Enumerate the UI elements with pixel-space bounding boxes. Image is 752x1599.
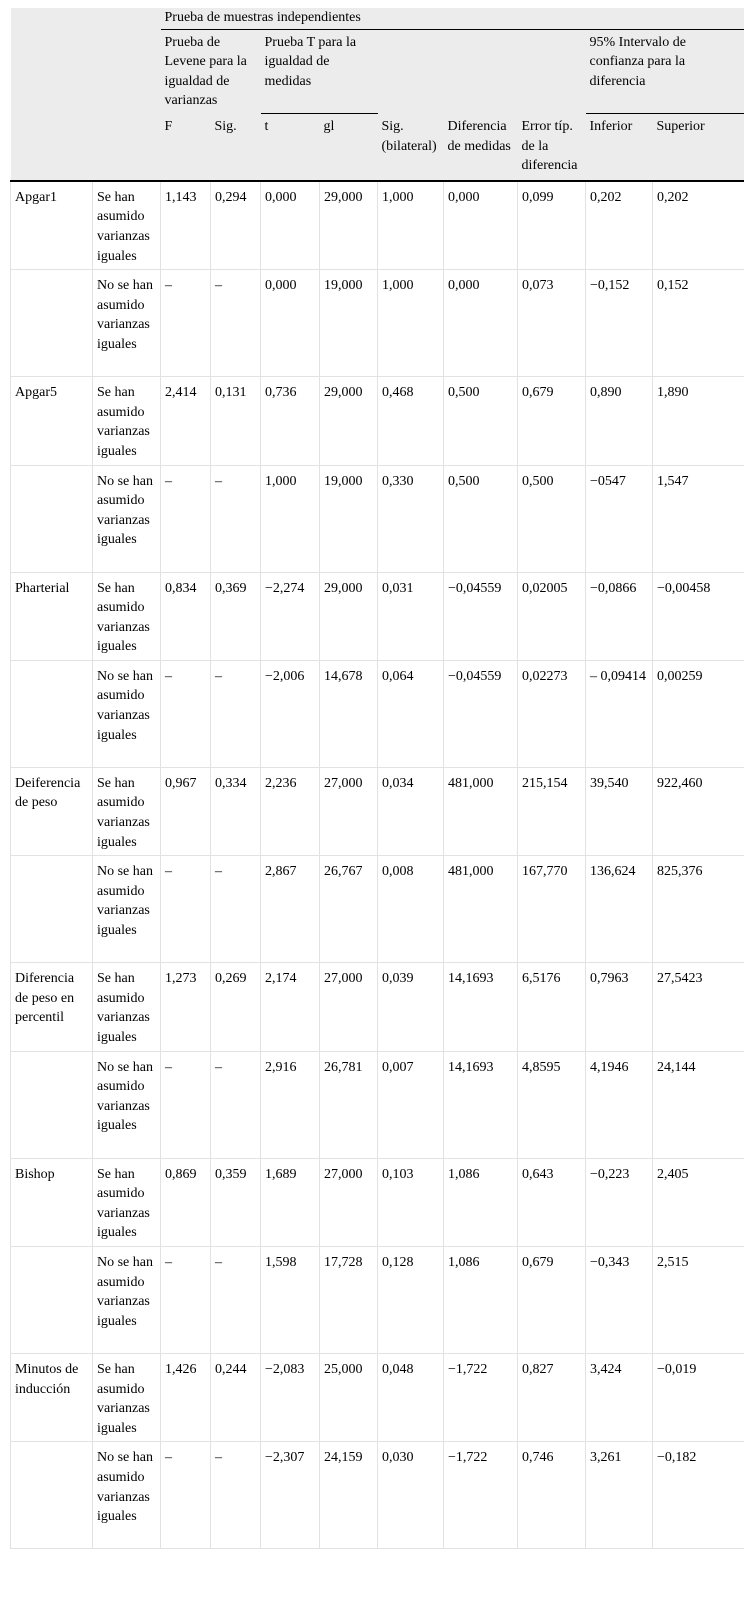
cell-ci-upper: 2,405 [653,1158,744,1246]
table-row [11,767,744,855]
cell-f: 0,834 [161,572,211,660]
table-row [11,1247,744,1354]
cell-variable [11,270,93,377]
cell-mean-diff: 14,1693 [444,1051,518,1158]
cell-std-error: 0,02005 [518,572,586,660]
cell-assumption: No se han asumido varianzas iguales [93,1051,161,1158]
cell-sig-bilateral: 1,000 [378,181,444,270]
cell-ci-upper: 0,152 [653,270,744,377]
cell-mean-diff: 0,500 [444,465,518,572]
table-row [11,963,744,1051]
cell-assumption: No se han asumido varianzas iguales [93,1247,161,1354]
cell-t: 0,000 [261,270,320,377]
cell-sig-bilateral: 0,034 [378,767,444,855]
cell-sig: 0,369 [211,572,261,660]
cell-t: 2,916 [261,1051,320,1158]
cell-variable [11,660,93,767]
cell-assumption: Se han asumido varianzas iguales [93,572,161,660]
table-row [11,856,744,963]
cell-t: 2,174 [261,963,320,1051]
cell-ci-upper: −0,019 [653,1354,744,1442]
cell-ci-upper: 825,376 [653,856,744,963]
cell-mean-diff: 0,000 [444,181,518,270]
cell-gl: 17,728 [320,1247,378,1354]
cell-variable: Minutos de inducción [11,1354,93,1442]
cell-ci-upper: 24,144 [653,1051,744,1158]
cell-mean-diff: −1,722 [444,1354,518,1442]
col-header-t: t [261,114,320,181]
cell-ci-upper: −0,182 [653,1442,744,1549]
cell-assumption: Se han asumido varianzas iguales [93,181,161,270]
cell-ci-lower: 39,540 [586,767,653,855]
cell-gl: 26,767 [320,856,378,963]
cell-variable [11,856,93,963]
cell-gl: 19,000 [320,270,378,377]
cell-ci-lower: −0547 [586,465,653,572]
cell-ci-upper: 922,460 [653,767,744,855]
cell-ci-lower: −0,343 [586,1247,653,1354]
cell-std-error: 6,5176 [518,963,586,1051]
cell-std-error: 0,679 [518,377,586,465]
col-header-mean-diff: Diferencia de medidas [444,114,518,181]
cell-assumption: No se han asumido varianzas iguales [93,465,161,572]
cell-ci-upper: 2,515 [653,1247,744,1354]
cell-f: – [161,270,211,377]
cell-f: – [161,660,211,767]
cell-sig-bilateral: 0,007 [378,1051,444,1158]
cell-sig: 0,359 [211,1158,261,1246]
cell-sig: – [211,270,261,377]
levene-header: Prueba de Levene para la igualdad de varianzas [161,29,261,114]
cell-sig: 0,244 [211,1354,261,1442]
cell-variable [11,1247,93,1354]
cell-f: 1,426 [161,1354,211,1442]
cell-gl: 26,781 [320,1051,378,1158]
cell-assumption: Se han asumido varianzas iguales [93,767,161,855]
independent-samples-test-table [10,8,744,1549]
cell-gl: 29,000 [320,181,378,270]
cell-assumption: Se han asumido varianzas iguales [93,963,161,1051]
cell-assumption: No se han asumido varianzas iguales [93,1442,161,1549]
cell-t: −2,307 [261,1442,320,1549]
cell-sig-bilateral: 0,064 [378,660,444,767]
cell-f: 2,414 [161,377,211,465]
cell-assumption: No se han asumido varianzas iguales [93,270,161,377]
cell-t: 0,736 [261,377,320,465]
cell-t: −2,083 [261,1354,320,1442]
cell-std-error: 0,827 [518,1354,586,1442]
cell-ci-lower: 136,624 [586,856,653,963]
cell-f: 0,967 [161,767,211,855]
cell-ci-upper: 27,5423 [653,963,744,1051]
col-header-upper: Superior [653,114,744,181]
table-row [11,1158,744,1246]
col-header-std-error: Error típ. de la diferencia [518,114,586,181]
cell-mean-diff: −0,04559 [444,572,518,660]
cell-ci-lower: −0,152 [586,270,653,377]
cell-mean-diff: 14,1693 [444,963,518,1051]
cell-std-error: 0,500 [518,465,586,572]
cell-f: – [161,465,211,572]
cell-f: – [161,856,211,963]
cell-sig: – [211,856,261,963]
cell-assumption: Se han asumido varianzas iguales [93,1158,161,1246]
ci-header: 95% Intervalo de confianza para la diferencia [586,29,744,114]
cell-variable: Apgar5 [11,377,93,465]
cell-std-error: 0,643 [518,1158,586,1246]
cell-ci-upper: 0,00259 [653,660,744,767]
cell-ci-lower: 0,7963 [586,963,653,1051]
cell-t: −2,274 [261,572,320,660]
cell-sig-bilateral: 0,030 [378,1442,444,1549]
cell-mean-diff: 481,000 [444,767,518,855]
cell-gl: 25,000 [320,1354,378,1442]
table-title: Prueba de muestras independientes [161,8,744,29]
cell-sig: 0,131 [211,377,261,465]
cell-assumption: Se han asumido varianzas iguales [93,377,161,465]
table-row [11,1051,744,1158]
col-header-sig: Sig. [211,114,261,181]
cell-variable [11,1442,93,1549]
cell-mean-diff: −1,722 [444,1442,518,1549]
cell-ci-lower: −0,0866 [586,572,653,660]
cell-std-error: 0,02273 [518,660,586,767]
cell-t: 1,689 [261,1158,320,1246]
cell-sig-bilateral: 1,000 [378,270,444,377]
col-header-lower: Inferior [586,114,653,181]
cell-gl: 19,000 [320,465,378,572]
cell-t: −2,006 [261,660,320,767]
cell-t: 1,598 [261,1247,320,1354]
cell-sig: 0,334 [211,767,261,855]
cell-sig-bilateral: 0,008 [378,856,444,963]
cell-sig-bilateral: 0,031 [378,572,444,660]
cell-ci-lower: 4,1946 [586,1051,653,1158]
cell-gl: 14,678 [320,660,378,767]
cell-sig-bilateral: 0,128 [378,1247,444,1354]
cell-f: 1,143 [161,181,211,270]
cell-std-error: 4,8595 [518,1051,586,1158]
cell-sig-bilateral: 0,039 [378,963,444,1051]
table-row [11,572,744,660]
cell-assumption: Se han asumido varianzas iguales [93,1354,161,1442]
cell-std-error: 215,154 [518,767,586,855]
cell-assumption: No se han asumido varianzas iguales [93,660,161,767]
cell-gl: 27,000 [320,767,378,855]
cell-t: 0,000 [261,181,320,270]
cell-f: – [161,1442,211,1549]
cell-variable: Diferencia de peso en percentil [11,963,93,1051]
table-row [11,660,744,767]
cell-mean-diff: 1,086 [444,1247,518,1354]
cell-f: 1,273 [161,963,211,1051]
cell-gl: 27,000 [320,963,378,1051]
table-row [11,1442,744,1549]
cell-ci-lower: 3,261 [586,1442,653,1549]
cell-t: 2,867 [261,856,320,963]
cell-sig-bilateral: 0,468 [378,377,444,465]
cell-gl: 24,159 [320,1442,378,1549]
cell-sig: 0,294 [211,181,261,270]
cell-mean-diff: 481,000 [444,856,518,963]
cell-sig-bilateral: 0,103 [378,1158,444,1246]
cell-ci-upper: −0,00458 [653,572,744,660]
cell-sig-bilateral: 0,330 [378,465,444,572]
cell-ci-upper: 0,202 [653,181,744,270]
cell-sig: – [211,1247,261,1354]
cell-f: – [161,1247,211,1354]
table-row [11,1354,744,1442]
cell-mean-diff: 1,086 [444,1158,518,1246]
cell-sig: 0,269 [211,963,261,1051]
cell-sig: – [211,1051,261,1158]
table-row [11,181,744,270]
cell-variable: Bishop [11,1158,93,1246]
cell-variable: Apgar1 [11,181,93,270]
cell-ci-lower: 0,890 [586,377,653,465]
table-container [10,8,743,1549]
cell-f: 0,869 [161,1158,211,1246]
cell-std-error: 167,770 [518,856,586,963]
cell-gl: 29,000 [320,377,378,465]
cell-ci-upper: 1,547 [653,465,744,572]
cell-variable: Pharterial [11,572,93,660]
table-body [11,181,744,1549]
cell-std-error: 0,746 [518,1442,586,1549]
cell-ci-upper: 1,890 [653,377,744,465]
cell-ci-lower: – 0,09414 [586,660,653,767]
cell-mean-diff: 0,000 [444,270,518,377]
cell-sig-bilateral: 0,048 [378,1354,444,1442]
cell-ci-lower: −0,223 [586,1158,653,1246]
cell-gl: 27,000 [320,1158,378,1246]
cell-assumption: No se han asumido varianzas iguales [93,856,161,963]
col-header-gl: gl [320,114,378,181]
cell-variable [11,1051,93,1158]
cell-std-error: 0,073 [518,270,586,377]
table-row [11,270,744,377]
cell-mean-diff: 0,500 [444,377,518,465]
cell-t: 2,236 [261,767,320,855]
cell-gl: 29,000 [320,572,378,660]
cell-std-error: 0,099 [518,181,586,270]
cell-sig: – [211,1442,261,1549]
cell-variable: Deiferencia de peso [11,767,93,855]
cell-sig: – [211,660,261,767]
col-header-f: F [161,114,211,181]
cell-variable [11,465,93,572]
ttest-header: Prueba T para la igualdad de medidas [261,29,378,114]
cell-std-error: 0,679 [518,1247,586,1354]
cell-f: – [161,1051,211,1158]
table-row [11,465,744,572]
cell-sig: – [211,465,261,572]
cell-mean-diff: −0,04559 [444,660,518,767]
table-row [11,377,744,465]
table-header [11,8,744,181]
cell-t: 1,000 [261,465,320,572]
cell-ci-lower: 0,202 [586,181,653,270]
cell-ci-lower: 3,424 [586,1354,653,1442]
col-header-sig-bilateral: Sig. (bilateral) [378,114,444,181]
